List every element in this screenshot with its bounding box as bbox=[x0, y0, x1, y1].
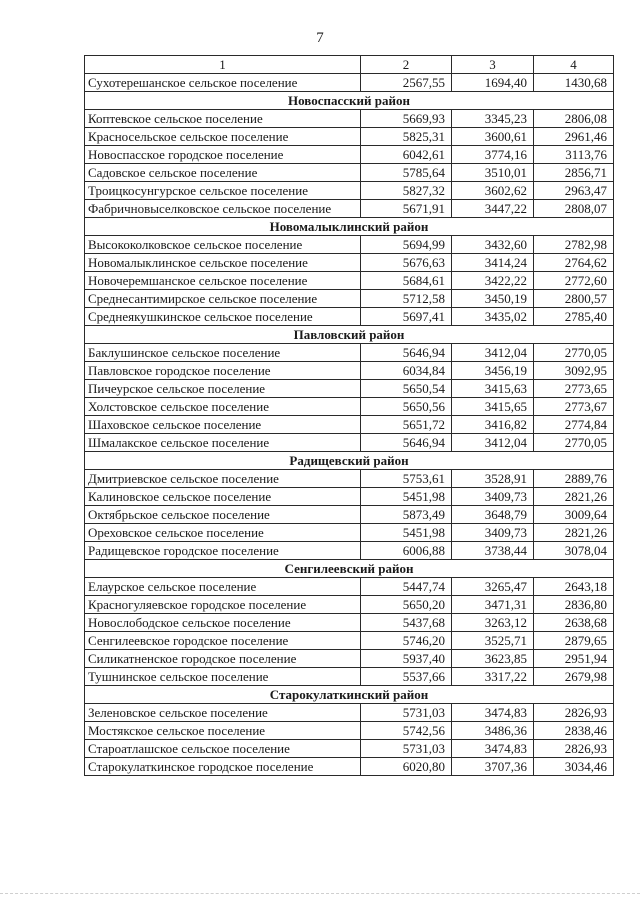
value-col2-cell: 5451,98 bbox=[361, 524, 452, 542]
settlement-name-cell: Елаурское сельское поселение bbox=[85, 578, 361, 596]
value-col4-cell: 2638,68 bbox=[534, 614, 614, 632]
value-col3-cell: 3474,83 bbox=[452, 704, 534, 722]
settlement-name-cell: Красногуляевское городское поселение bbox=[85, 596, 361, 614]
table-row bbox=[85, 380, 614, 398]
value-col2-cell: 5712,58 bbox=[361, 290, 452, 308]
value-col3-cell: 3416,82 bbox=[452, 416, 534, 434]
value-col4-cell: 2808,07 bbox=[534, 200, 614, 218]
settlement-name-cell: Среднесантимирское сельское поселение bbox=[85, 290, 361, 308]
value-col2-cell: 5676,63 bbox=[361, 254, 452, 272]
value-col4-cell: 2773,65 bbox=[534, 380, 614, 398]
table-row bbox=[85, 614, 614, 632]
value-col2-cell: 5785,64 bbox=[361, 164, 452, 182]
value-col2-cell: 5746,20 bbox=[361, 632, 452, 650]
value-col3-cell: 3345,23 bbox=[452, 110, 534, 128]
value-col3-cell: 3415,63 bbox=[452, 380, 534, 398]
value-col4-cell: 2770,05 bbox=[534, 344, 614, 362]
table-row bbox=[85, 524, 614, 542]
value-col4-cell: 2770,05 bbox=[534, 434, 614, 452]
value-col4-cell: 3078,04 bbox=[534, 542, 614, 560]
settlement-name-cell: Старокулаткинское городское поселение bbox=[85, 758, 361, 776]
value-col3-cell: 3623,85 bbox=[452, 650, 534, 668]
settlement-name-cell: Сенгилеевское городское поселение bbox=[85, 632, 361, 650]
settlement-name-cell: Холстовское сельское поселение bbox=[85, 398, 361, 416]
settlement-name-cell: Фабричновыселковское сельское поселение bbox=[85, 200, 361, 218]
table-row bbox=[85, 650, 614, 668]
table-row bbox=[85, 632, 614, 650]
value-col4-cell: 2963,47 bbox=[534, 182, 614, 200]
settlement-name-cell: Баклушинское сельское поселение bbox=[85, 344, 361, 362]
value-col2-cell: 5437,68 bbox=[361, 614, 452, 632]
settlement-name-cell: Новочеремшанское сельское поселение bbox=[85, 272, 361, 290]
value-col2-cell: 5731,03 bbox=[361, 704, 452, 722]
value-col4-cell: 2821,26 bbox=[534, 524, 614, 542]
table-row bbox=[85, 398, 614, 416]
table-row bbox=[85, 434, 614, 452]
district-header-row bbox=[85, 92, 614, 110]
district-name: Новомалыклинский район bbox=[85, 218, 614, 236]
value-col2-cell: 5937,40 bbox=[361, 650, 452, 668]
value-col3-cell: 3602,62 bbox=[452, 182, 534, 200]
value-col2-cell: 5827,32 bbox=[361, 182, 452, 200]
settlement-name-cell: Садовское сельское поселение bbox=[85, 164, 361, 182]
value-col4-cell: 2773,67 bbox=[534, 398, 614, 416]
table-row bbox=[85, 470, 614, 488]
district-header-row bbox=[85, 560, 614, 578]
value-col4-cell: 2889,76 bbox=[534, 470, 614, 488]
value-col3-cell: 3317,22 bbox=[452, 668, 534, 686]
value-col4-cell: 2838,46 bbox=[534, 722, 614, 740]
table-row bbox=[85, 74, 614, 92]
value-col4-cell: 2643,18 bbox=[534, 578, 614, 596]
settlement-name-cell: Тушнинское сельское поселение bbox=[85, 668, 361, 686]
table-row bbox=[85, 236, 614, 254]
value-col3-cell: 3648,79 bbox=[452, 506, 534, 524]
district-name: Сенгилеевский район bbox=[85, 560, 614, 578]
column-header: 4 bbox=[534, 56, 614, 74]
value-col3-cell: 3263,12 bbox=[452, 614, 534, 632]
data-table bbox=[84, 55, 614, 776]
table-row bbox=[85, 542, 614, 560]
column-header: 2 bbox=[361, 56, 452, 74]
table-row bbox=[85, 668, 614, 686]
value-col4-cell: 2836,80 bbox=[534, 596, 614, 614]
table-row bbox=[85, 182, 614, 200]
value-col3-cell: 3409,73 bbox=[452, 524, 534, 542]
value-col2-cell: 5825,31 bbox=[361, 128, 452, 146]
table-row bbox=[85, 272, 614, 290]
table-row bbox=[85, 164, 614, 182]
value-col3-cell: 3525,71 bbox=[452, 632, 534, 650]
value-col2-cell: 5694,99 bbox=[361, 236, 452, 254]
value-col4-cell: 2821,26 bbox=[534, 488, 614, 506]
value-col4-cell: 2806,08 bbox=[534, 110, 614, 128]
table-row bbox=[85, 254, 614, 272]
district-name: Павловский район bbox=[85, 326, 614, 344]
value-col3-cell: 3409,73 bbox=[452, 488, 534, 506]
settlement-name-cell: Высококолковское сельское поселение bbox=[85, 236, 361, 254]
value-col2-cell: 6020,80 bbox=[361, 758, 452, 776]
value-col3-cell: 3450,19 bbox=[452, 290, 534, 308]
value-col2-cell: 5650,20 bbox=[361, 596, 452, 614]
settlement-name-cell: Радищевское городское поселение bbox=[85, 542, 361, 560]
value-col2-cell: 5650,56 bbox=[361, 398, 452, 416]
page-number: 7 bbox=[316, 30, 324, 46]
district-header-row bbox=[85, 686, 614, 704]
value-col3-cell: 3412,04 bbox=[452, 434, 534, 452]
settlement-name-cell: Пичеурское сельское поселение bbox=[85, 380, 361, 398]
table-row bbox=[85, 110, 614, 128]
value-col3-cell: 3510,01 bbox=[452, 164, 534, 182]
table-row bbox=[85, 362, 614, 380]
district-name: Новоспасский район bbox=[85, 92, 614, 110]
settlement-name-cell: Коптевское сельское поселение bbox=[85, 110, 361, 128]
value-col2-cell: 5669,93 bbox=[361, 110, 452, 128]
value-col3-cell: 3738,44 bbox=[452, 542, 534, 560]
settlement-name-cell: Новоспасское городское поселение bbox=[85, 146, 361, 164]
settlement-name-cell: Павловское городское поселение bbox=[85, 362, 361, 380]
district-header-row bbox=[85, 218, 614, 236]
scan-edge-line bbox=[0, 893, 640, 894]
settlement-name-cell: Красносельское сельское поселение bbox=[85, 128, 361, 146]
value-col3-cell: 3432,60 bbox=[452, 236, 534, 254]
value-col2-cell: 5451,98 bbox=[361, 488, 452, 506]
value-col2-cell: 6042,61 bbox=[361, 146, 452, 164]
district-name: Старокулаткинский район bbox=[85, 686, 614, 704]
value-col3-cell: 3265,47 bbox=[452, 578, 534, 596]
table-row bbox=[85, 308, 614, 326]
value-col2-cell: 6034,84 bbox=[361, 362, 452, 380]
settlement-name-cell: Октябрьское сельское поселение bbox=[85, 506, 361, 524]
value-col2-cell: 6006,88 bbox=[361, 542, 452, 560]
district-header-row bbox=[85, 326, 614, 344]
value-col3-cell: 3435,02 bbox=[452, 308, 534, 326]
value-col4-cell: 2772,60 bbox=[534, 272, 614, 290]
value-col4-cell: 2679,98 bbox=[534, 668, 614, 686]
value-col4-cell: 2879,65 bbox=[534, 632, 614, 650]
value-col2-cell: 5646,94 bbox=[361, 434, 452, 452]
value-col4-cell: 3092,95 bbox=[534, 362, 614, 380]
value-col4-cell: 3009,64 bbox=[534, 506, 614, 524]
value-col3-cell: 3456,19 bbox=[452, 362, 534, 380]
table-row bbox=[85, 488, 614, 506]
value-col3-cell: 3600,61 bbox=[452, 128, 534, 146]
table-row bbox=[85, 740, 614, 758]
settlement-name-cell: Калиновское сельское поселение bbox=[85, 488, 361, 506]
value-col4-cell: 2800,57 bbox=[534, 290, 614, 308]
value-col4-cell: 2774,84 bbox=[534, 416, 614, 434]
value-col3-cell: 3474,83 bbox=[452, 740, 534, 758]
value-col2-cell: 5447,74 bbox=[361, 578, 452, 596]
settlement-name-cell: Староатлашское сельское поселение bbox=[85, 740, 361, 758]
value-col4-cell: 3034,46 bbox=[534, 758, 614, 776]
value-col2-cell: 5684,61 bbox=[361, 272, 452, 290]
value-col2-cell: 5650,54 bbox=[361, 380, 452, 398]
district-name: Радищевский район bbox=[85, 452, 614, 470]
table-row bbox=[85, 290, 614, 308]
value-col4-cell: 2785,40 bbox=[534, 308, 614, 326]
value-col2-cell: 5697,41 bbox=[361, 308, 452, 326]
value-col4-cell: 2826,93 bbox=[534, 740, 614, 758]
table-row bbox=[85, 344, 614, 362]
value-col3-cell: 3471,31 bbox=[452, 596, 534, 614]
table-row bbox=[85, 578, 614, 596]
table-row bbox=[85, 146, 614, 164]
value-col2-cell: 5873,49 bbox=[361, 506, 452, 524]
settlement-name-cell: Зеленовское сельское поселение bbox=[85, 704, 361, 722]
table-row bbox=[85, 506, 614, 524]
settlement-name-cell: Среднеякушкинское сельское поселение bbox=[85, 308, 361, 326]
value-col4-cell: 2782,98 bbox=[534, 236, 614, 254]
settlement-name-cell: Новомалыклинское сельское поселение bbox=[85, 254, 361, 272]
value-col2-cell: 5753,61 bbox=[361, 470, 452, 488]
settlement-name-cell: Дмитриевское сельское поселение bbox=[85, 470, 361, 488]
district-header-row bbox=[85, 452, 614, 470]
value-col3-cell: 3415,65 bbox=[452, 398, 534, 416]
value-col3-cell: 3447,22 bbox=[452, 200, 534, 218]
table-row bbox=[85, 722, 614, 740]
value-col2-cell: 2567,55 bbox=[361, 74, 452, 92]
value-col4-cell: 2856,71 bbox=[534, 164, 614, 182]
settlement-name-cell: Силикатненское городское поселение bbox=[85, 650, 361, 668]
column-header: 3 bbox=[452, 56, 534, 74]
value-col2-cell: 5742,56 bbox=[361, 722, 452, 740]
settlement-name-cell: Сухотерешанское сельское поселение bbox=[85, 74, 361, 92]
table-body bbox=[85, 74, 614, 776]
value-col3-cell: 3422,22 bbox=[452, 272, 534, 290]
value-col2-cell: 5537,66 bbox=[361, 668, 452, 686]
column-header: 1 bbox=[85, 56, 361, 74]
value-col4-cell: 2764,62 bbox=[534, 254, 614, 272]
value-col2-cell: 5646,94 bbox=[361, 344, 452, 362]
settlement-name-cell: Троицкосунгурское сельское поселение bbox=[85, 182, 361, 200]
settlement-name-cell: Ореховское сельское поселение bbox=[85, 524, 361, 542]
value-col3-cell: 3412,04 bbox=[452, 344, 534, 362]
value-col3-cell: 1694,40 bbox=[452, 74, 534, 92]
table-row bbox=[85, 200, 614, 218]
settlement-name-cell: Новослободское сельское поселение bbox=[85, 614, 361, 632]
value-col4-cell: 2961,46 bbox=[534, 128, 614, 146]
table-row bbox=[85, 128, 614, 146]
value-col2-cell: 5671,91 bbox=[361, 200, 452, 218]
value-col2-cell: 5731,03 bbox=[361, 740, 452, 758]
value-col3-cell: 3486,36 bbox=[452, 722, 534, 740]
table-row bbox=[85, 758, 614, 776]
value-col3-cell: 3774,16 bbox=[452, 146, 534, 164]
value-col4-cell: 1430,68 bbox=[534, 74, 614, 92]
table-row bbox=[85, 416, 614, 434]
value-col3-cell: 3528,91 bbox=[452, 470, 534, 488]
value-col4-cell: 2826,93 bbox=[534, 704, 614, 722]
settlement-name-cell: Мостякское сельское поселение bbox=[85, 722, 361, 740]
value-col4-cell: 2951,94 bbox=[534, 650, 614, 668]
value-col3-cell: 3707,36 bbox=[452, 758, 534, 776]
table-row bbox=[85, 704, 614, 722]
table-header-row bbox=[85, 56, 614, 74]
settlement-name-cell: Шаховское сельское поселение bbox=[85, 416, 361, 434]
value-col4-cell: 3113,76 bbox=[534, 146, 614, 164]
value-col3-cell: 3414,24 bbox=[452, 254, 534, 272]
value-col2-cell: 5651,72 bbox=[361, 416, 452, 434]
settlement-name-cell: Шмалакское сельское поселение bbox=[85, 434, 361, 452]
table-row bbox=[85, 596, 614, 614]
